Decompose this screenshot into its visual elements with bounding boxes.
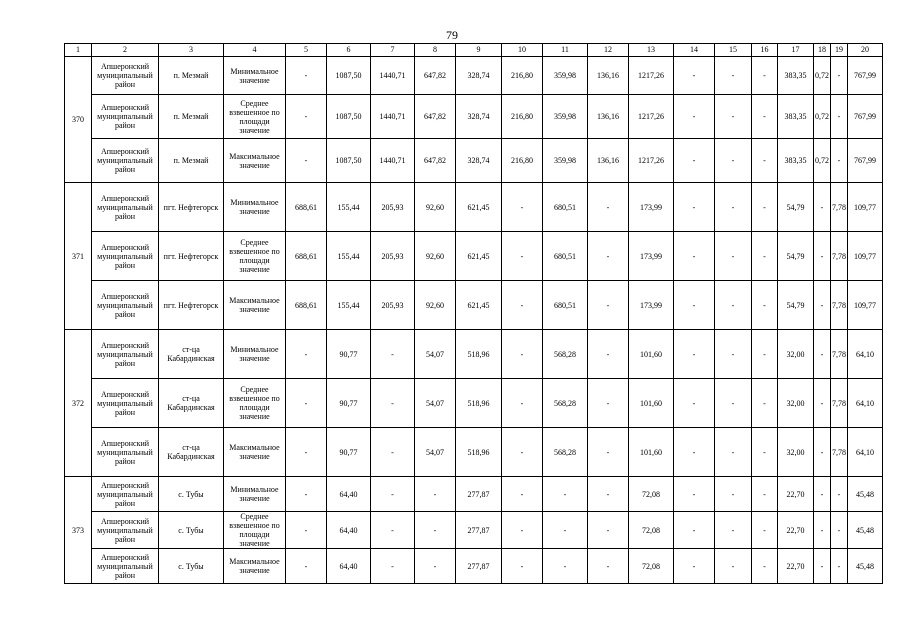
value-cell: 359,98 <box>543 139 588 183</box>
value-cell: 72,08 <box>629 477 674 512</box>
value-cell: - <box>502 428 543 477</box>
value-cell: 64,40 <box>327 512 371 549</box>
column-number-cell: 14 <box>674 44 715 57</box>
locality-cell: с. Тубы <box>159 549 224 584</box>
value-cell: 359,98 <box>543 95 588 139</box>
value-cell: - <box>831 95 848 139</box>
value-cell: 92,60 <box>415 183 456 232</box>
value-cell: - <box>286 428 327 477</box>
value-cell: 7,78 <box>831 232 848 281</box>
value-cell: 22,70 <box>778 549 814 584</box>
value-cell: - <box>371 477 415 512</box>
value-cell: - <box>752 139 778 183</box>
column-number-cell: 7 <box>371 44 415 57</box>
value-cell: - <box>674 512 715 549</box>
value-cell: 54,07 <box>415 379 456 428</box>
value-cell: - <box>715 232 752 281</box>
value-cell: 64,10 <box>848 330 883 379</box>
value-cell: - <box>588 183 629 232</box>
value-cell: - <box>752 379 778 428</box>
value-cell: - <box>831 477 848 512</box>
column-number-cell: 11 <box>543 44 588 57</box>
value-cell: 647,82 <box>415 95 456 139</box>
district-cell: Апшеронский муниципальный район <box>92 57 159 95</box>
locality-cell: п. Мезмай <box>159 95 224 139</box>
value-cell: - <box>415 477 456 512</box>
value-cell: - <box>831 549 848 584</box>
value-type-cell: Среднее взвешенное по площади значение <box>224 232 286 281</box>
value-cell: - <box>752 330 778 379</box>
value-type-cell: Максимальное значение <box>224 549 286 584</box>
record-number-cell: 373 <box>65 477 92 584</box>
value-cell: - <box>674 428 715 477</box>
value-cell: 688,61 <box>286 281 327 330</box>
locality-cell: пгт. Нефтегорск <box>159 281 224 330</box>
value-cell: 277,87 <box>456 512 502 549</box>
value-cell: - <box>715 139 752 183</box>
value-cell: 568,28 <box>543 379 588 428</box>
value-cell: - <box>415 549 456 584</box>
value-type-cell: Максимальное значение <box>224 281 286 330</box>
column-number-cell: 13 <box>629 44 674 57</box>
value-cell: - <box>674 95 715 139</box>
value-cell: 216,80 <box>502 95 543 139</box>
value-cell: 1217,26 <box>629 95 674 139</box>
value-cell: 22,70 <box>778 512 814 549</box>
value-cell: 647,82 <box>415 57 456 95</box>
column-number-cell: 2 <box>92 44 159 57</box>
value-cell: 7,78 <box>831 379 848 428</box>
value-cell: 173,99 <box>629 232 674 281</box>
value-cell: 1440,71 <box>371 57 415 95</box>
column-number-row <box>65 44 883 57</box>
value-cell: 205,93 <box>371 183 415 232</box>
value-cell: 205,93 <box>371 232 415 281</box>
value-cell: - <box>543 549 588 584</box>
record-number-cell: 371 <box>65 183 92 330</box>
column-number-cell: 6 <box>327 44 371 57</box>
locality-cell: пгт. Нефтегорск <box>159 232 224 281</box>
table-row <box>65 139 883 183</box>
column-number-cell: 8 <box>415 44 456 57</box>
value-cell: 1217,26 <box>629 57 674 95</box>
value-cell: 767,99 <box>848 139 883 183</box>
value-cell: 54,07 <box>415 428 456 477</box>
value-cell: - <box>286 549 327 584</box>
value-cell: 45,48 <box>848 512 883 549</box>
value-cell: 136,16 <box>588 95 629 139</box>
value-cell: - <box>814 428 831 477</box>
value-cell: - <box>286 477 327 512</box>
table-row <box>65 281 883 330</box>
value-cell: 45,48 <box>848 549 883 584</box>
value-cell: 688,61 <box>286 183 327 232</box>
table-row <box>65 95 883 139</box>
value-cell: 101,60 <box>629 428 674 477</box>
value-cell: 680,51 <box>543 281 588 330</box>
value-cell: 277,87 <box>456 477 502 512</box>
value-cell: - <box>286 139 327 183</box>
value-cell: 109,77 <box>848 183 883 232</box>
locality-cell: с. Тубы <box>159 477 224 512</box>
value-cell: - <box>286 330 327 379</box>
value-cell: 64,40 <box>327 477 371 512</box>
value-cell: 568,28 <box>543 428 588 477</box>
value-cell: 32,00 <box>778 379 814 428</box>
value-cell: 64,40 <box>327 549 371 584</box>
value-cell: - <box>371 428 415 477</box>
value-cell: 383,35 <box>778 139 814 183</box>
locality-cell: ст-ца Кабардинская <box>159 330 224 379</box>
value-cell: - <box>502 379 543 428</box>
value-cell: 383,35 <box>778 57 814 95</box>
value-cell: - <box>752 428 778 477</box>
value-cell: 54,79 <box>778 281 814 330</box>
column-number-cell: 1 <box>65 44 92 57</box>
value-cell: 45,48 <box>848 477 883 512</box>
value-cell: - <box>715 95 752 139</box>
value-cell: - <box>814 330 831 379</box>
page-number: 79 <box>446 28 458 42</box>
value-cell: 64,10 <box>848 379 883 428</box>
district-cell: Апшеронский муниципальный район <box>92 232 159 281</box>
value-cell: 155,44 <box>327 183 371 232</box>
value-cell: - <box>674 232 715 281</box>
value-cell: - <box>588 512 629 549</box>
value-cell: 92,60 <box>415 232 456 281</box>
value-cell: - <box>543 477 588 512</box>
value-cell: 621,45 <box>456 183 502 232</box>
value-cell: 92,60 <box>415 281 456 330</box>
value-cell: 101,60 <box>629 330 674 379</box>
value-cell: 155,44 <box>327 232 371 281</box>
locality-cell: ст-ца Кабардинская <box>159 428 224 477</box>
value-cell: 173,99 <box>629 183 674 232</box>
locality-cell: п. Мезмай <box>159 139 224 183</box>
district-cell: Апшеронский муниципальный район <box>92 477 159 512</box>
value-cell: - <box>502 549 543 584</box>
value-cell: 767,99 <box>848 95 883 139</box>
value-cell: - <box>715 549 752 584</box>
value-cell: - <box>752 232 778 281</box>
value-cell: - <box>752 549 778 584</box>
value-cell: - <box>371 512 415 549</box>
value-cell: 0,72 <box>814 95 831 139</box>
value-cell: 0,72 <box>814 57 831 95</box>
value-cell: - <box>371 379 415 428</box>
value-cell: - <box>715 330 752 379</box>
value-cell: 90,77 <box>327 428 371 477</box>
value-type-cell: Минимальное значение <box>224 183 286 232</box>
value-cell: - <box>814 281 831 330</box>
tariff-table <box>64 43 883 584</box>
locality-cell: пгт. Нефтегорск <box>159 183 224 232</box>
value-cell: - <box>674 379 715 428</box>
value-cell: - <box>588 379 629 428</box>
value-cell: - <box>674 183 715 232</box>
value-cell: - <box>674 477 715 512</box>
value-cell: - <box>588 281 629 330</box>
value-cell: - <box>543 512 588 549</box>
value-cell: 216,80 <box>502 139 543 183</box>
locality-cell: ст-ца Кабардинская <box>159 379 224 428</box>
value-cell: 328,74 <box>456 95 502 139</box>
value-cell: - <box>502 232 543 281</box>
value-cell: - <box>752 95 778 139</box>
value-cell: 0,72 <box>814 139 831 183</box>
value-cell: 54,79 <box>778 183 814 232</box>
value-cell: 155,44 <box>327 281 371 330</box>
value-cell: - <box>752 183 778 232</box>
table-row <box>65 232 883 281</box>
value-cell: 32,00 <box>778 330 814 379</box>
column-number-cell: 3 <box>159 44 224 57</box>
value-cell: 109,77 <box>848 281 883 330</box>
value-cell: - <box>831 512 848 549</box>
value-cell: 7,78 <box>831 330 848 379</box>
value-cell: - <box>286 57 327 95</box>
column-number-cell: 20 <box>848 44 883 57</box>
locality-cell: п. Мезмай <box>159 57 224 95</box>
value-cell: - <box>715 512 752 549</box>
column-number-cell: 10 <box>502 44 543 57</box>
value-cell: - <box>674 139 715 183</box>
district-cell: Апшеронский муниципальный район <box>92 512 159 549</box>
column-number-cell: 5 <box>286 44 327 57</box>
value-cell: - <box>715 477 752 512</box>
value-cell: 205,93 <box>371 281 415 330</box>
value-cell: 64,10 <box>848 428 883 477</box>
value-type-cell: Минимальное значение <box>224 330 286 379</box>
value-cell: - <box>588 477 629 512</box>
column-number-cell: 12 <box>588 44 629 57</box>
value-cell: 136,16 <box>588 139 629 183</box>
value-cell: 72,08 <box>629 549 674 584</box>
value-cell: - <box>752 512 778 549</box>
value-cell: - <box>286 95 327 139</box>
table-row <box>65 57 883 95</box>
value-cell: 277,87 <box>456 549 502 584</box>
value-cell: - <box>286 512 327 549</box>
value-cell: - <box>715 379 752 428</box>
value-cell: - <box>588 549 629 584</box>
record-number-cell: 372 <box>65 330 92 477</box>
district-cell: Апшеронский муниципальный район <box>92 95 159 139</box>
value-type-cell: Среднее взвешенное по площади значение <box>224 95 286 139</box>
column-number-cell: 9 <box>456 44 502 57</box>
record-number-cell: 370 <box>65 57 92 183</box>
table-row <box>65 428 883 477</box>
table-row <box>65 512 883 549</box>
value-cell: - <box>674 57 715 95</box>
district-cell: Апшеронский муниципальный район <box>92 428 159 477</box>
value-cell: 90,77 <box>327 330 371 379</box>
value-cell: - <box>831 139 848 183</box>
column-number-cell: 15 <box>715 44 752 57</box>
value-cell: - <box>415 512 456 549</box>
value-cell: 32,00 <box>778 428 814 477</box>
value-cell: 1087,50 <box>327 95 371 139</box>
value-cell: 518,96 <box>456 330 502 379</box>
value-cell: - <box>588 232 629 281</box>
table-body <box>65 44 883 584</box>
value-cell: 22,70 <box>778 477 814 512</box>
value-cell: - <box>814 549 831 584</box>
value-cell: 568,28 <box>543 330 588 379</box>
value-cell: - <box>588 330 629 379</box>
value-cell: - <box>814 183 831 232</box>
table-row <box>65 549 883 584</box>
value-cell: 1217,26 <box>629 139 674 183</box>
value-cell: - <box>371 549 415 584</box>
value-cell: 1087,50 <box>327 57 371 95</box>
district-cell: Апшеронский муниципальный район <box>92 183 159 232</box>
value-cell: 1087,50 <box>327 139 371 183</box>
value-cell: 647,82 <box>415 139 456 183</box>
value-cell: - <box>814 379 831 428</box>
value-cell: 383,35 <box>778 95 814 139</box>
value-cell: 328,74 <box>456 57 502 95</box>
value-cell: 680,51 <box>543 232 588 281</box>
value-cell: 7,78 <box>831 428 848 477</box>
locality-cell: с. Тубы <box>159 512 224 549</box>
district-cell: Апшеронский муниципальный район <box>92 549 159 584</box>
value-cell: - <box>715 183 752 232</box>
column-number-cell: 19 <box>831 44 848 57</box>
column-number-cell: 4 <box>224 44 286 57</box>
value-cell: - <box>286 379 327 428</box>
value-cell: 359,98 <box>543 57 588 95</box>
value-cell: 54,79 <box>778 232 814 281</box>
value-cell: - <box>502 512 543 549</box>
value-cell: 621,45 <box>456 232 502 281</box>
value-cell: 7,78 <box>831 183 848 232</box>
value-type-cell: Минимальное значение <box>224 477 286 512</box>
column-number-cell: 17 <box>778 44 814 57</box>
value-cell: 1440,71 <box>371 139 415 183</box>
value-cell: 518,96 <box>456 379 502 428</box>
value-cell: 1440,71 <box>371 95 415 139</box>
value-type-cell: Минимальное значение <box>224 57 286 95</box>
value-cell: - <box>371 330 415 379</box>
value-cell: - <box>752 57 778 95</box>
value-cell: 90,77 <box>327 379 371 428</box>
value-cell: - <box>502 281 543 330</box>
value-cell: 328,74 <box>456 139 502 183</box>
value-cell: - <box>715 281 752 330</box>
value-cell: 767,99 <box>848 57 883 95</box>
table-row <box>65 330 883 379</box>
value-cell: 680,51 <box>543 183 588 232</box>
value-type-cell: Среднее взвешенное по площади значение <box>224 379 286 428</box>
value-cell: - <box>715 428 752 477</box>
value-cell: - <box>674 549 715 584</box>
value-cell: 54,07 <box>415 330 456 379</box>
value-cell: 518,96 <box>456 428 502 477</box>
value-cell: - <box>588 428 629 477</box>
value-cell: 173,99 <box>629 281 674 330</box>
value-type-cell: Максимальное значение <box>224 428 286 477</box>
column-number-cell: 16 <box>752 44 778 57</box>
table-row <box>65 477 883 512</box>
value-cell: 101,60 <box>629 379 674 428</box>
value-cell: - <box>674 330 715 379</box>
district-cell: Апшеронский муниципальный район <box>92 379 159 428</box>
value-type-cell: Максимальное значение <box>224 139 286 183</box>
value-cell: - <box>752 281 778 330</box>
value-cell: - <box>715 57 752 95</box>
table-row <box>65 379 883 428</box>
value-cell: 216,80 <box>502 57 543 95</box>
value-cell: - <box>674 281 715 330</box>
value-cell: - <box>502 477 543 512</box>
value-cell: 7,78 <box>831 281 848 330</box>
value-cell: - <box>752 477 778 512</box>
value-cell: 621,45 <box>456 281 502 330</box>
district-cell: Апшеронский муниципальный район <box>92 139 159 183</box>
column-number-cell: 18 <box>814 44 831 57</box>
value-type-cell: Среднее взвешенное по площади значение <box>224 512 286 549</box>
value-cell: - <box>502 183 543 232</box>
value-cell: - <box>814 232 831 281</box>
district-cell: Апшеронский муниципальный район <box>92 330 159 379</box>
table-row <box>65 183 883 232</box>
value-cell: 109,77 <box>848 232 883 281</box>
value-cell: - <box>814 512 831 549</box>
value-cell: 72,08 <box>629 512 674 549</box>
district-cell: Апшеронский муниципальный район <box>92 281 159 330</box>
value-cell: 136,16 <box>588 57 629 95</box>
value-cell: - <box>502 330 543 379</box>
value-cell: - <box>814 477 831 512</box>
value-cell: 688,61 <box>286 232 327 281</box>
value-cell: - <box>831 57 848 95</box>
